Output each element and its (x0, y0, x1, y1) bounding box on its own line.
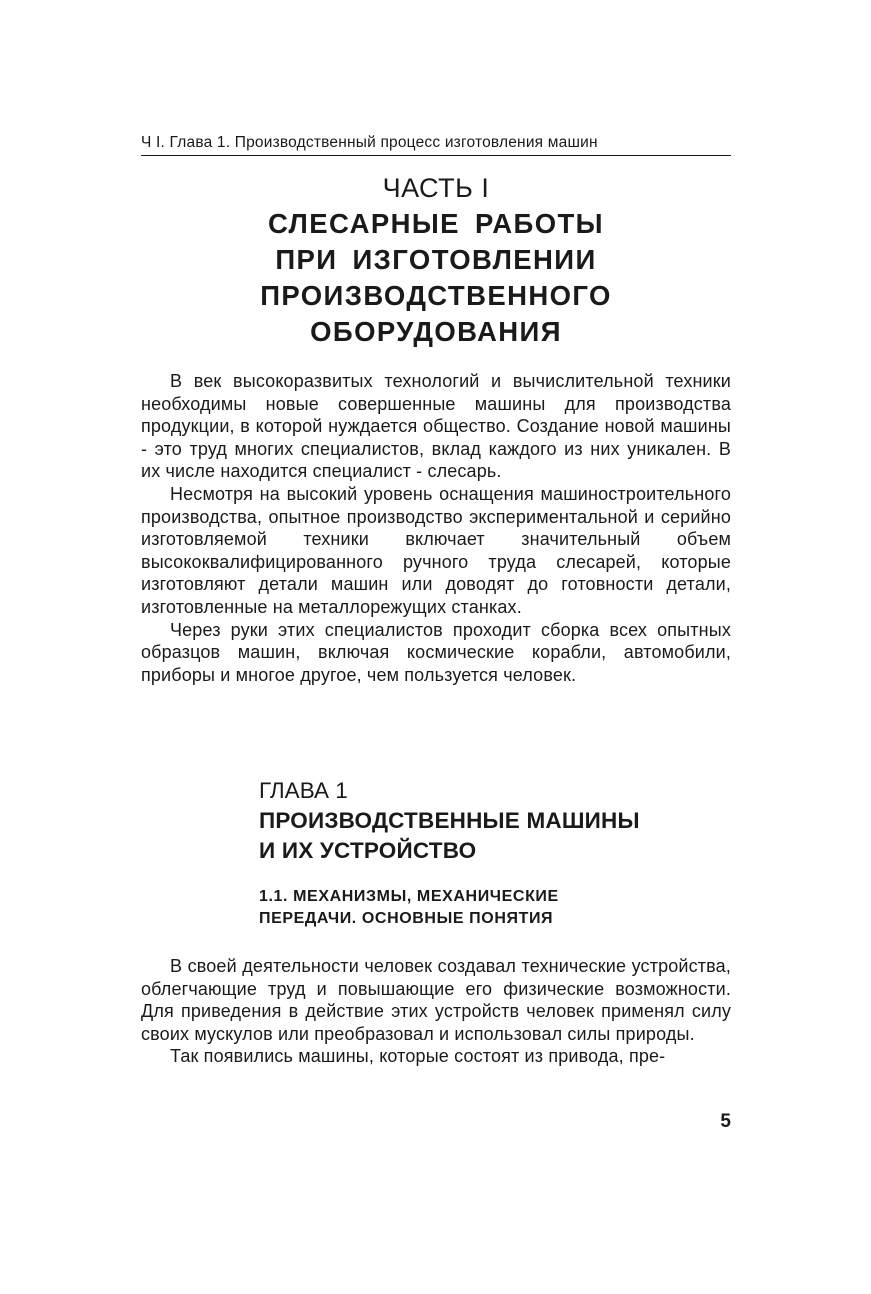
paragraph: Через руки этих специалистов проходит сборка всех опытных образцов машин, включая космические корабли, автомобили, приборы и многое другое, чем пользуется человек. (141, 619, 731, 685)
running-header: Ч I. Глава 1. Производственный процесс изготовления машин (141, 133, 731, 156)
part-title (141, 206, 731, 350)
section-title-line: 1.1. МЕХАНИЗМЫ, МЕХАНИЧЕСКИЕ (259, 888, 559, 905)
part-heading (141, 170, 731, 350)
page-number: 5 (720, 1111, 731, 1132)
part-title-line: ПРОИЗВОДСТВЕННОГО (260, 280, 612, 311)
paragraph: В своей деятельности человек создавал технические устройства, облегчающие труд и повышающие его физические возможности. Для приведения в действие этих устройств человек применял силу своих мускулов или преобразовал и использовал силы природы. (141, 956, 731, 1044)
section-text (141, 955, 731, 1068)
chapter-title (259, 806, 729, 866)
chapter-label: ГЛАВА 1 (259, 778, 348, 803)
section-title-line: ПЕРЕДАЧИ. ОСНОВНЫЕ ПОНЯТИЯ (259, 910, 554, 927)
part-title-line: ОБОРУДОВАНИЯ (310, 316, 562, 347)
paragraph: В век высокоразвитых технологий и вычислительной техники необходимы новые совершенные машины для производства продукции, в которой нуждается общество. Создание новой машины - это труд многих специалистов, вклад каждого из них уникален. В их числе находится специалист - слесарь. (141, 371, 731, 482)
chapter-title-line: ПРОИЗВОДСТВЕННЫЕ МАШИНЫ (259, 808, 640, 833)
part-label: ЧАСТЬ I (382, 173, 490, 203)
part-title-line: ПРИ ИЗГОТОВЛЕНИИ (275, 244, 597, 275)
chapter-heading (259, 776, 729, 866)
paragraph: Несмотря на высокий уровень оснащения машиностроительного производства, опытное производство экспериментальной и серийно изготовляемой техники включает значительный объем высококвалифицированного ручного труда слесарей, которые изготовляют детали машин или доводят до готовности детали, изготовленные на металлорежущих станках. (141, 483, 731, 617)
paragraph: Так появились машины, которые состоят из привода, пре- (170, 1046, 666, 1067)
intro-text (141, 370, 731, 686)
chapter-title-line: И ИХ УСТРОЙСТВО (259, 838, 477, 863)
section-title (259, 886, 729, 930)
part-title-line: СЛЕСАРНЫЕ РАБОТЫ (267, 208, 605, 239)
